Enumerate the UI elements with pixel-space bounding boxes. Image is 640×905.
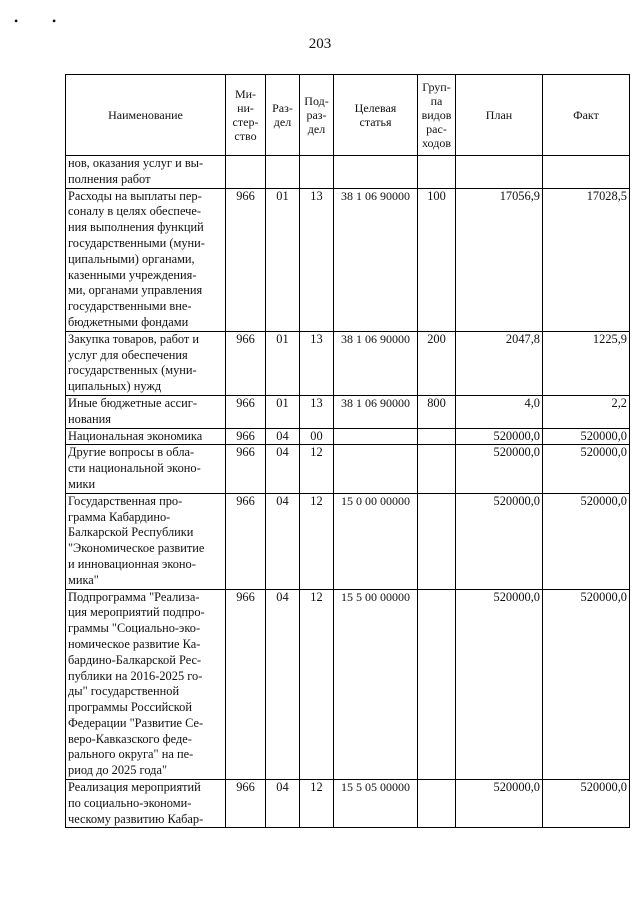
cell-plan: 520000,0 — [456, 445, 543, 493]
cell-ministry: 966 — [226, 493, 266, 589]
cell-target: 15 0 00 00000 — [334, 493, 418, 589]
cell-ministry: 966 — [226, 188, 266, 331]
cell-fact: 2,2 — [543, 395, 630, 428]
table-row — [66, 156, 630, 189]
header-ministry — [226, 75, 266, 156]
cell-subsection: 12 — [300, 493, 334, 589]
cell-plan — [456, 156, 543, 189]
header-plan: План — [456, 75, 543, 156]
header-target — [334, 75, 418, 156]
header-fact: Факт — [543, 75, 630, 156]
cell-target — [334, 428, 418, 445]
cell-section: 01 — [266, 188, 300, 331]
header-ministry-label: Ми- ни- стер- ство — [232, 87, 259, 143]
cell-subsection — [300, 156, 334, 189]
cell-target: 38 1 06 90000 — [334, 188, 418, 331]
cell-group — [418, 156, 456, 189]
cell-subsection: 12 — [300, 780, 334, 828]
header-section — [266, 75, 300, 156]
cell-ministry — [226, 156, 266, 189]
cell-target: 15 5 00 00000 — [334, 589, 418, 780]
budget-table — [65, 74, 630, 828]
table-row — [66, 780, 630, 828]
cell-fact: 520000,0 — [543, 589, 630, 780]
cell-group — [418, 445, 456, 493]
table-row — [66, 493, 630, 589]
cell-target — [334, 156, 418, 189]
cell-subsection: 13 — [300, 395, 334, 428]
scan-mark: • — [14, 14, 19, 28]
table-row — [66, 188, 630, 331]
cell-target: 38 1 06 90000 — [334, 395, 418, 428]
cell-section: 01 — [266, 395, 300, 428]
table-row — [66, 445, 630, 493]
cell-group — [418, 493, 456, 589]
cell-section: 04 — [266, 589, 300, 780]
cell-section: 01 — [266, 331, 300, 395]
cell-plan: 17056,9 — [456, 188, 543, 331]
cell-name: Расходы на выплаты пер- соналу в целях обеспече- ния выполнения функций государственными (муни- ципальными) органами, казенными учреждения- ми, органами управления государственными вне- бюджетными фондами — [66, 188, 226, 331]
cell-subsection: 13 — [300, 331, 334, 395]
header-group-label: Груп- па видов рас- ходов — [421, 80, 452, 150]
header-section-label: Раз- дел — [272, 101, 293, 129]
cell-fact: 520000,0 — [543, 445, 630, 493]
scan-mark: • — [52, 14, 57, 28]
cell-plan: 520000,0 — [456, 780, 543, 828]
cell-group: 200 — [418, 331, 456, 395]
header-target-label: Целевая статья — [354, 101, 397, 129]
cell-name: Национальная экономика — [66, 428, 226, 445]
cell-name: Государственная про- грамма Кабардино- Балкарской Республики "Экономическое развитие и инновационная эконо- мика" — [66, 493, 226, 589]
cell-ministry: 966 — [226, 589, 266, 780]
table-header-row — [66, 75, 630, 156]
cell-fact — [543, 156, 630, 189]
cell-section — [266, 156, 300, 189]
cell-target: 15 5 05 00000 — [334, 780, 418, 828]
table-row — [66, 428, 630, 445]
cell-group — [418, 780, 456, 828]
cell-plan: 4,0 — [456, 395, 543, 428]
cell-group: 800 — [418, 395, 456, 428]
cell-fact: 520000,0 — [543, 428, 630, 445]
table-row — [66, 395, 630, 428]
cell-target: 38 1 06 90000 — [334, 331, 418, 395]
cell-group — [418, 589, 456, 780]
cell-subsection: 00 — [300, 428, 334, 445]
cell-section: 04 — [266, 428, 300, 445]
cell-plan: 520000,0 — [456, 589, 543, 780]
cell-subsection: 12 — [300, 445, 334, 493]
cell-fact: 520000,0 — [543, 493, 630, 589]
cell-subsection: 13 — [300, 188, 334, 331]
cell-name: Подпрограмма "Реализа- ция мероприятий подпро- граммы "Социально-эко- номическое развитие Ка- бардино-Балкарской Рес- публики на 2016-2025 го- ды" государственной программы Российской Федерации "Развитие Се- веро-Кавказского феде- рального округа" на пе- риод до 2025 года" — [66, 589, 226, 780]
cell-plan: 520000,0 — [456, 493, 543, 589]
cell-section: 04 — [266, 445, 300, 493]
cell-fact: 1225,9 — [543, 331, 630, 395]
page-number: 203 — [308, 36, 332, 52]
cell-ministry: 966 — [226, 395, 266, 428]
cell-name: нов, оказания услуг и вы- полнения работ — [66, 156, 226, 189]
table-row — [66, 589, 630, 780]
cell-plan: 2047,8 — [456, 331, 543, 395]
header-name: Наименование — [66, 75, 226, 156]
table-row — [66, 331, 630, 395]
cell-name: Иные бюджетные ассиг- нования — [66, 395, 226, 428]
cell-group — [418, 428, 456, 445]
cell-ministry: 966 — [226, 428, 266, 445]
cell-ministry: 966 — [226, 331, 266, 395]
cell-group: 100 — [418, 188, 456, 331]
cell-name: Закупка товаров, работ и услуг для обеспечения государственных (муни- ципальных) нужд — [66, 331, 226, 395]
header-subsection-label: Под- раз- дел — [304, 94, 329, 136]
cell-ministry: 966 — [226, 445, 266, 493]
cell-fact: 520000,0 — [543, 780, 630, 828]
cell-plan: 520000,0 — [456, 428, 543, 445]
cell-name: Другие вопросы в обла- сти национальной эконо- мики — [66, 445, 226, 493]
cell-section: 04 — [266, 493, 300, 589]
cell-fact: 17028,5 — [543, 188, 630, 331]
cell-section: 04 — [266, 780, 300, 828]
header-group — [418, 75, 456, 156]
table-body — [66, 156, 630, 828]
cell-name: Реализация мероприятий по социально-экономи- ческому развитию Кабар- — [66, 780, 226, 828]
cell-target — [334, 445, 418, 493]
cell-ministry: 966 — [226, 780, 266, 828]
header-subsection — [300, 75, 334, 156]
cell-subsection: 12 — [300, 589, 334, 780]
